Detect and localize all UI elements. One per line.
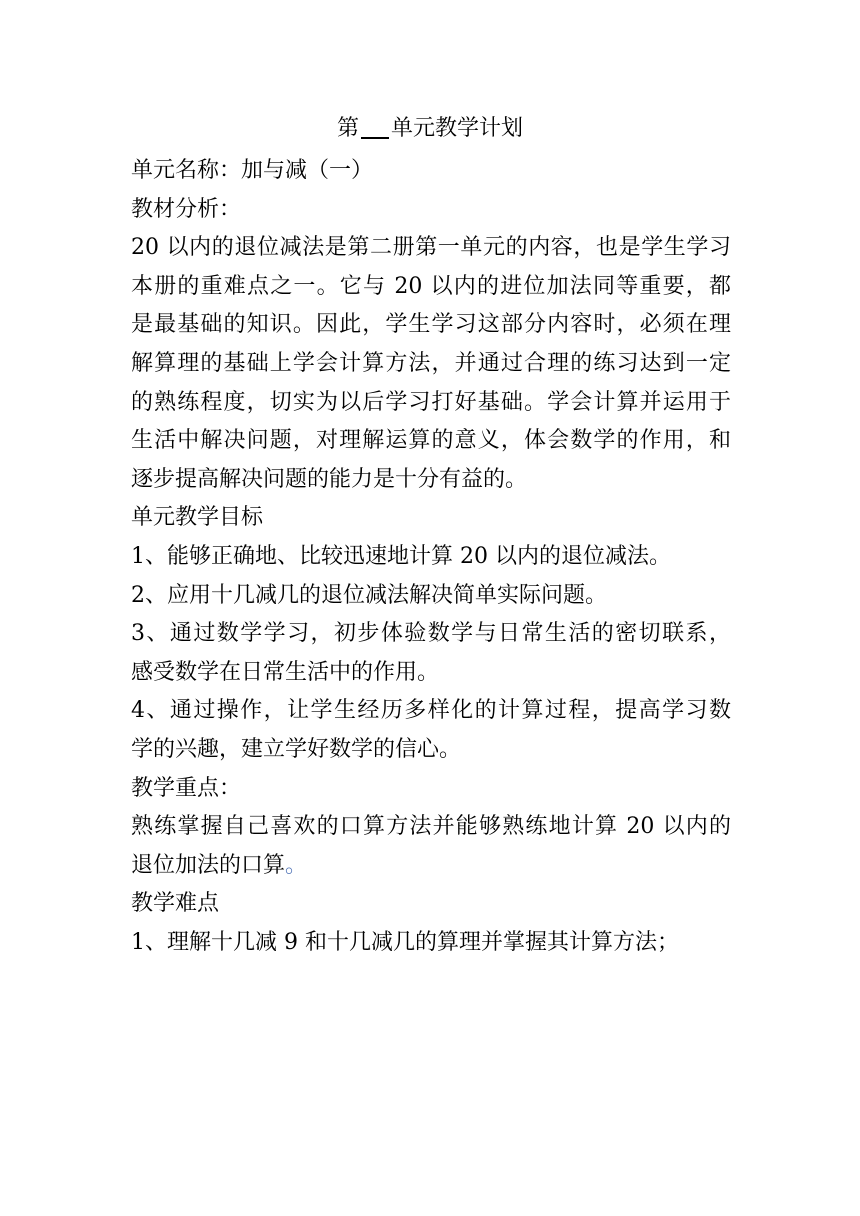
analysis-line: 解算理的基础上学会计算方法，并通过合理的练习达到一定	[131, 350, 731, 376]
goal-4-line: 4、通过操作，让学生经历多样化的计算过程，提高学习数	[131, 698, 731, 724]
goal-2: 2、应用十几减几的退位减法解决简单实际问题。	[131, 582, 607, 608]
analysis-line: 本册的重难点之一。它与 20 以内的进位加法同等重要，都	[131, 273, 731, 299]
title-prefix: 第	[336, 116, 359, 141]
key-line-period: 。	[285, 852, 308, 878]
analysis-line: 逐步提高解决问题的能力是十分有益的。	[131, 466, 528, 492]
unit-name: 单元名称：加与减（一）	[131, 158, 374, 183]
key-heading: 教学重点：	[131, 775, 242, 801]
goal-3-line: 3、通过数学学习，初步体验数学与日常生活的密切联系，	[131, 621, 731, 647]
key-line-text: 退位加法的口算	[131, 852, 286, 878]
title-blank	[361, 111, 389, 139]
analysis-line: 的熟练程度，切实为以后学习打好基础。学会计算并运用于	[131, 389, 731, 415]
analysis-heading: 教材分析：	[131, 196, 242, 222]
goal-3	[131, 615, 731, 692]
key-line-2	[131, 847, 731, 886]
goals-heading: 单元教学目标	[131, 505, 264, 531]
goal-3-line: 感受数学在日常生活中的作用。	[131, 659, 440, 685]
goal-1: 1、能够正确地、比较迅速地计算 20 以内的退位减法。	[131, 543, 671, 569]
analysis-line: 20 以内的退位减法是第二册第一单元的内容，也是学生学习	[131, 235, 731, 261]
key-line: 熟练掌握自己喜欢的口算方法并能够熟练地计算 20 以内的	[131, 814, 731, 840]
analysis-line: 是最基础的知识。因此，学生学习这部分内容时，必须在理	[131, 312, 731, 338]
key-paragraph	[131, 808, 731, 885]
analysis-paragraph	[131, 229, 731, 499]
analysis-line: 生活中解决问题，对理解运算的意义，体会数学的作用，和	[131, 428, 731, 454]
document-body	[131, 152, 731, 962]
title-suffix: 单元教学计划	[391, 116, 524, 141]
goal-4-line: 学的兴趣，建立学好数学的信心。	[131, 736, 462, 762]
goal-4	[131, 692, 731, 769]
difficulty-1: 1、理解十几减 9 和十几减几的算理并掌握其计算方法；	[131, 929, 679, 955]
difficulty-heading: 教学难点	[131, 891, 220, 917]
page-title	[0, 111, 860, 147]
